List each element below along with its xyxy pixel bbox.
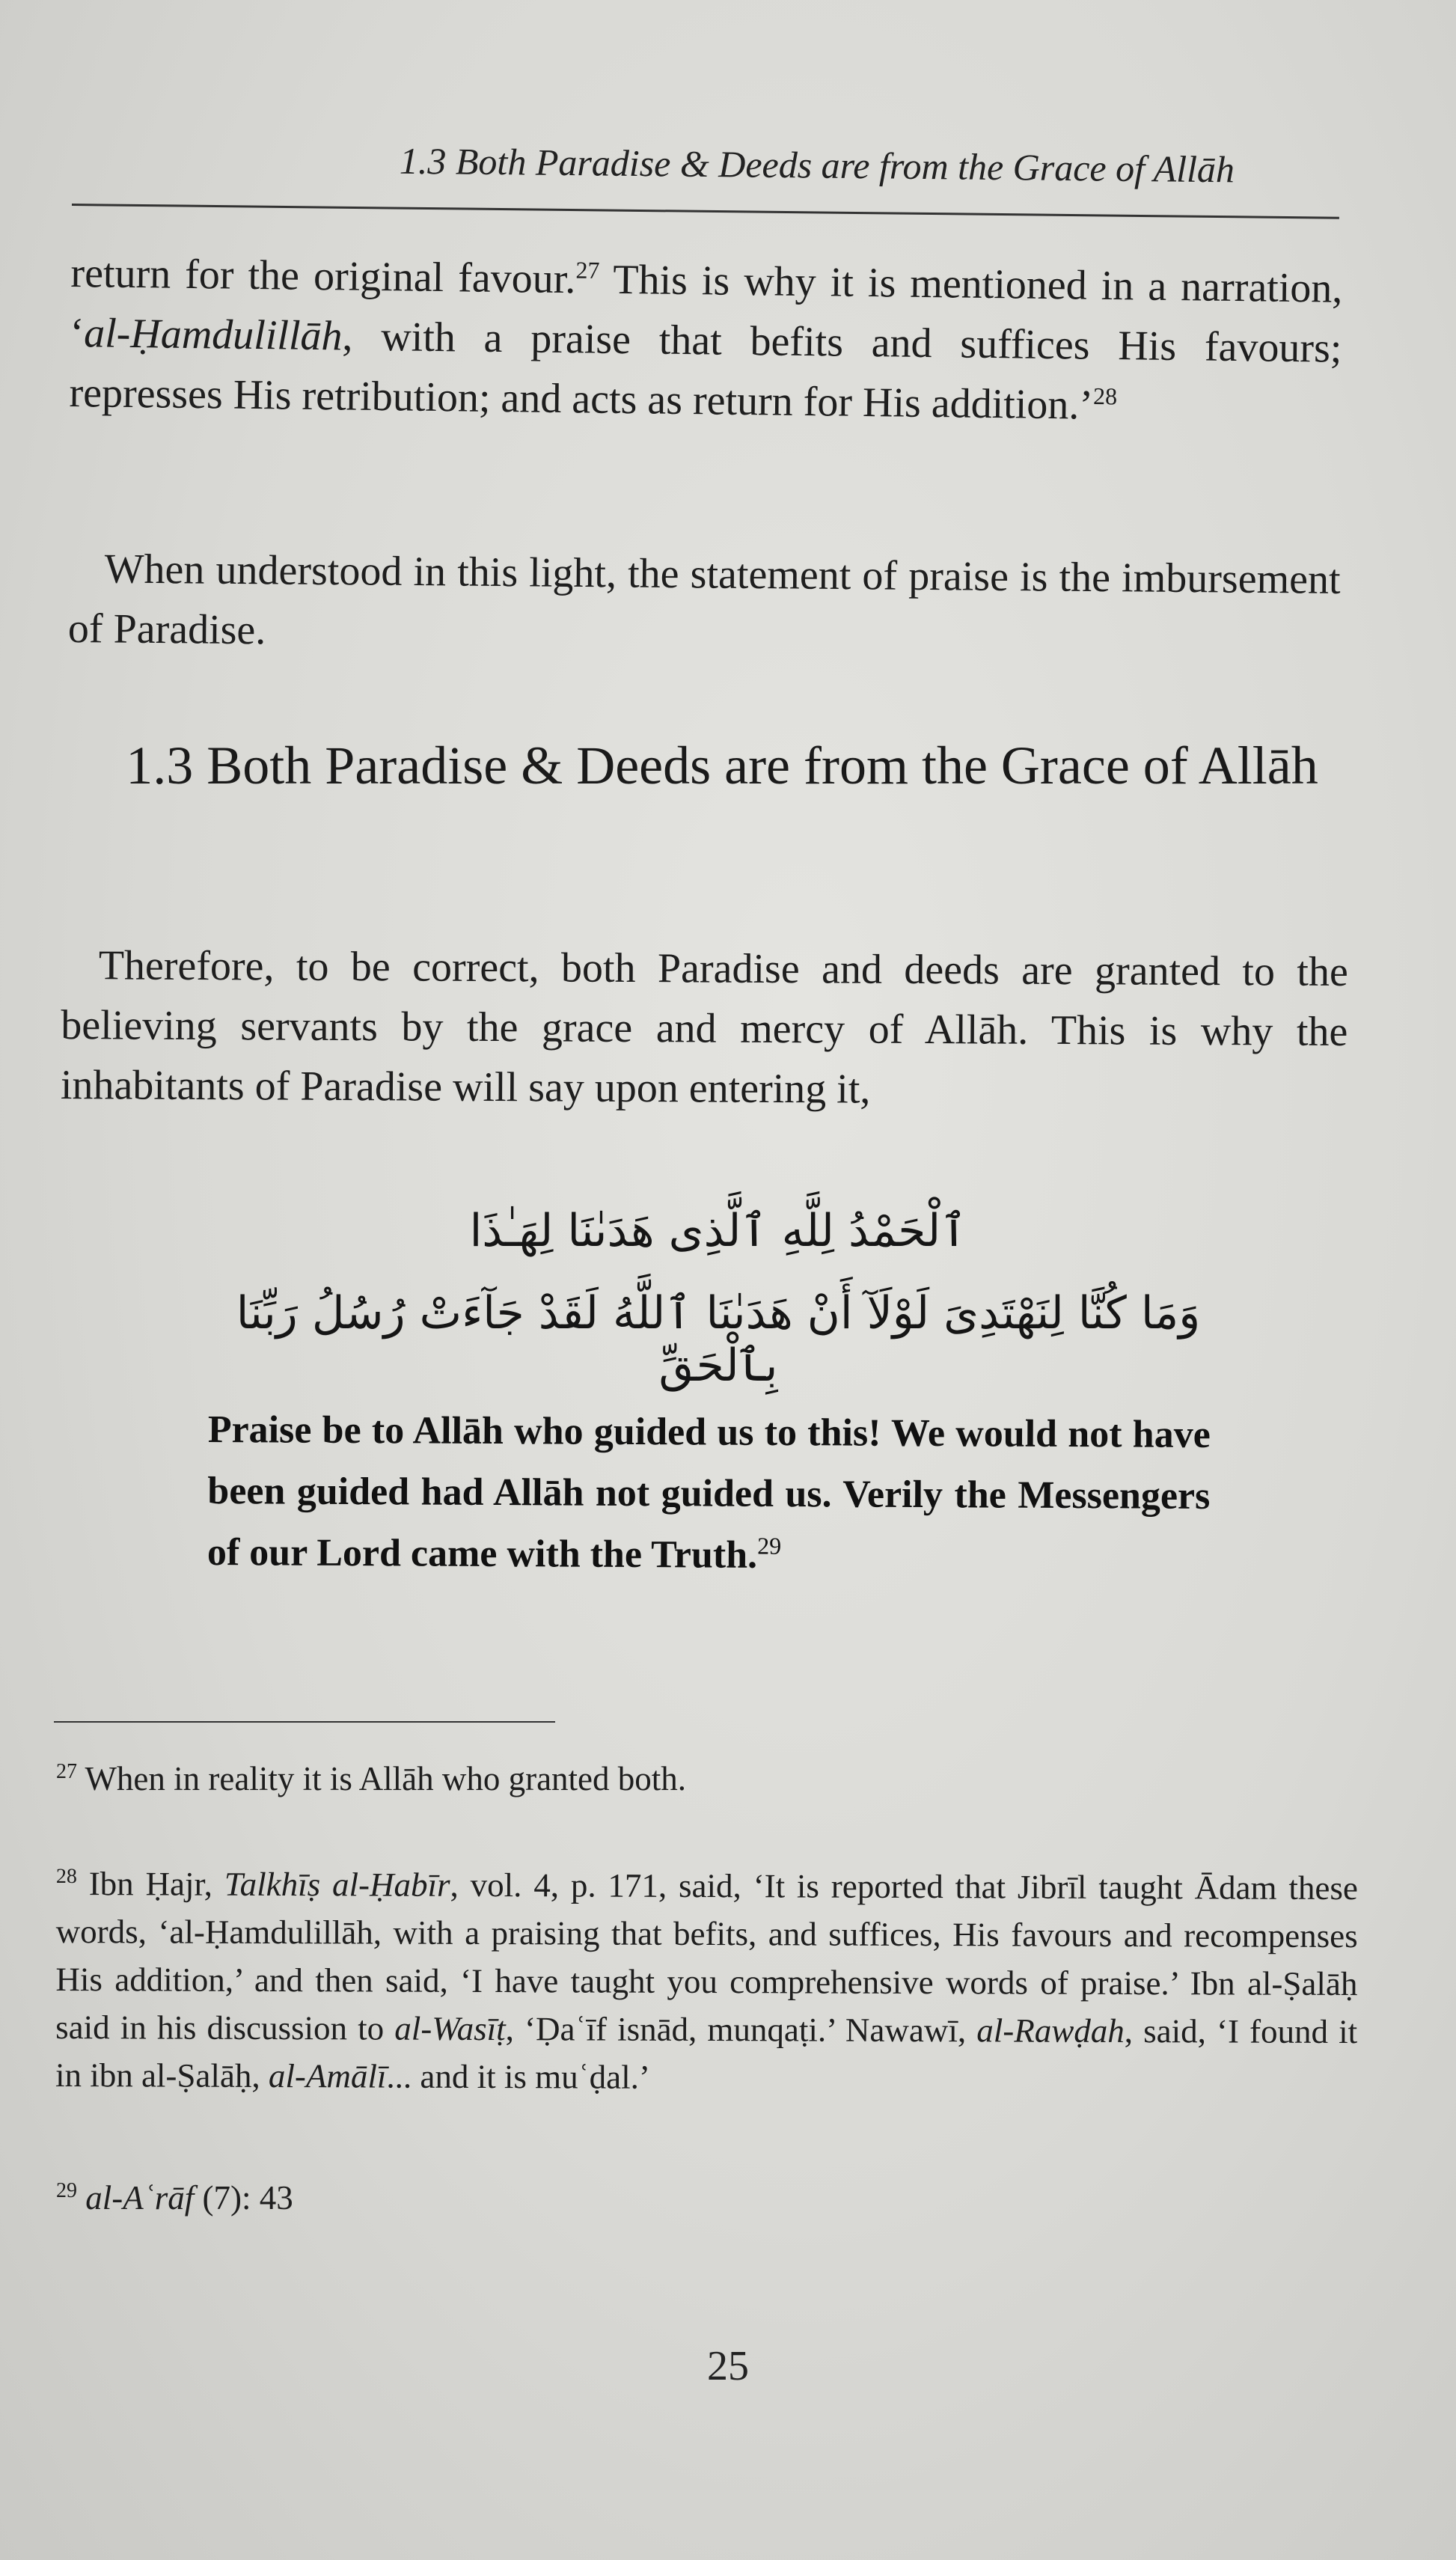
footnote-28-italic-2: al-Wasīṭ	[394, 2009, 506, 2048]
footnote-28	[55, 1860, 1358, 2104]
verse-translation-text: Praise be to Allāh who guided us to this! We would not have been guided had Allāh not guided us. Verily the Messengers of our Lord came with the Truth.	[207, 1408, 1211, 1577]
footnote-28-text-3: , ‘Ḍaʿīf isnād, munqaṭi.’ Nawawī,	[505, 2010, 977, 2050]
footnote-27-text: When in reality it is Allāh who granted both.	[85, 1760, 687, 1797]
paragraph-1-text-c: , with a praise that befits and suffices His favours; represses His retribution; and acts as return for His addition.’	[69, 313, 1342, 429]
footnote-28-italic-1: Talkhīṣ al-Ḥabīr	[224, 1865, 450, 1904]
footnote-ref-27[interactable]: 27	[575, 256, 600, 284]
footnote-28-text-4: , said, ‘I found it in ibn al-Ṣalāḥ,	[55, 2011, 1358, 2095]
footnote-rule	[54, 1721, 555, 1723]
header-rule	[72, 204, 1339, 219]
footnote-29-italic: al-Aʿrāf	[85, 2179, 195, 2217]
paragraph-2: When understood in this light, the statement of praise is the imbursement of Paradise.	[67, 546, 1341, 654]
arabic-verse-line-1: ٱلْحَمْدُ لِلَّهِ ٱلَّذِى هَدَىٰنَا لِهَـٰذَا	[469, 1205, 967, 1257]
paragraph-1	[69, 243, 1343, 439]
paragraph-1-italic: al-Ḥamdulillāh	[83, 310, 343, 360]
paragraph-3: Therefore, to be correct, both Paradise and deeds are granted to the believing servants by the grace and mercy of Allāh. This is why the inhabitants of Paradise will say upon entering it,	[60, 942, 1348, 1113]
footnote-28-text-5: ... and it is muʿḍal.’	[386, 2057, 650, 2096]
paragraph-1-text-b: This is why it is mentioned in a narration, ‘	[70, 256, 1343, 357]
section-heading: 1.3 Both Paradise & Deeds are from the Grace of Allāh	[126, 736, 1318, 795]
running-head: 1.3 Both Paradise & Deeds are from the Grace of Allāh	[399, 139, 1235, 191]
footnote-28-number: 28	[55, 1865, 77, 1889]
arabic-verse-line-2: وَمَا كُنَّا لِنَهْتَدِىَ لَوْلَآ أَنْ هَدَىٰنَا ٱللَّهُ لَقَدْ جَآءَتْ رُسُلُ رَبِّنَا بِٱلْحَقِّ	[236, 1287, 1201, 1392]
footnote-28-text-2: , vol. 4, p. 171, said, ‘It is reported that Jibrīl taught Ādam these words, ‘al-Ḥamdulillāh, with a praising that befits, and suffices, His favours and recompenses His addition,’ and then said, ‘I have taught you comprehensive words of praise.’ Ibn al-Ṣalāḥ said in his discussion to	[55, 1866, 1358, 2047]
footnote-27	[56, 1755, 1358, 1803]
paragraph-1-text-a: return for the original favour.	[70, 249, 576, 303]
footnote-ref-29[interactable]: 29	[757, 1532, 782, 1559]
footnote-28-italic-4: al-Amālī	[268, 2056, 387, 2095]
footnote-ref-28[interactable]: 28	[1092, 382, 1118, 410]
page-number: 25	[707, 2343, 749, 2389]
footnote-28-text-1: Ibn Ḥajr,	[88, 1865, 224, 1903]
footnote-27-number: 27	[56, 1760, 77, 1783]
footnote-29	[56, 2174, 1358, 2222]
verse-translation	[207, 1399, 1211, 1589]
footnote-29-text: (7): 43	[194, 2179, 293, 2217]
footnote-28-italic-3: al-Rawḍah	[976, 2011, 1125, 2050]
footnote-29-number: 29	[56, 2179, 77, 2202]
